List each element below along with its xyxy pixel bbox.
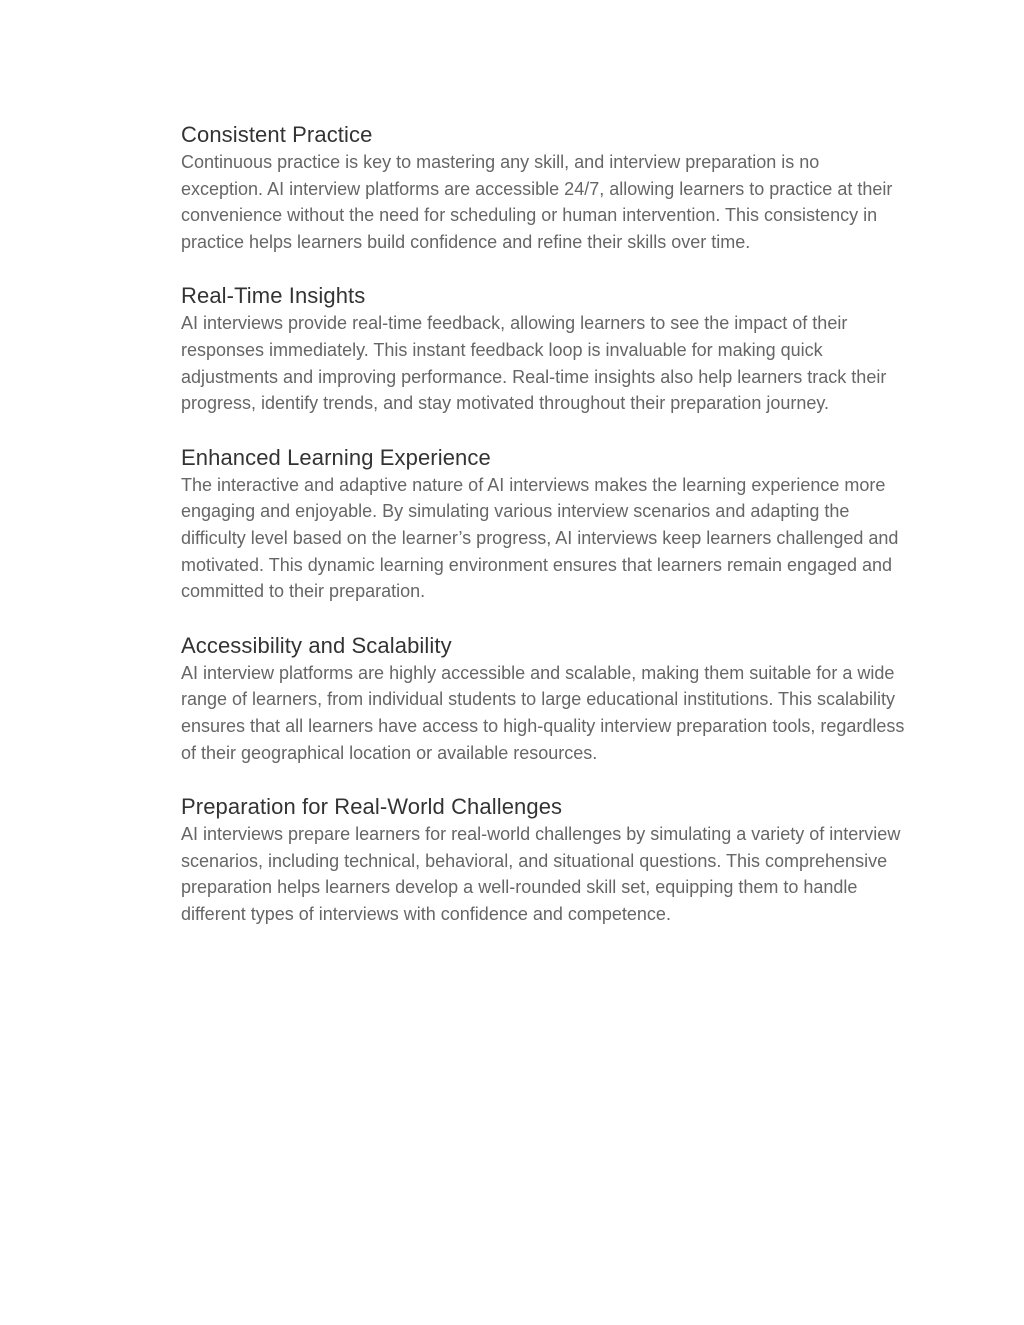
section-heading: Preparation for Real-World Challenges	[181, 794, 563, 820]
section-heading: Consistent Practice	[181, 122, 373, 147]
document-page	[181, 120, 906, 953]
section-preparation-for-real-world-challenges	[181, 792, 906, 927]
section-paragraph: AI interviews provide real-time feedback, allowing learners to see the impact of their responses immediately. This instant feedback loop is invaluable for making quick adjustments and improving performance. Real-time insights also help learners track their progress, identify trends, and stay motivated throughout their preparation journey.	[181, 313, 887, 414]
section-paragraph: The interactive and adaptive nature of AI interviews makes the learning experience more engaging and enjoyable. By simulating various interview scenarios and adapting the difficulty level based on the learner’s progress, AI interviews keep learners challenged and motivated. This dynamic learning environment ensures that learners remain engaged and committed to their preparation.	[181, 474, 899, 602]
section-heading: Enhanced Learning Experience	[181, 444, 491, 470]
section-enhanced-learning-experience	[181, 443, 906, 605]
section-heading: Accessibility and Scalability	[181, 632, 452, 658]
section-paragraph: AI interviews prepare learners for real-world challenges by simulating a variety of interview scenarios, including technical, behavioral, and situational questions. This comprehensive preparation helps learners develop a well-rounded skill set, equipping them to handle different types of interviews with confidence and competence.	[181, 824, 901, 924]
section-accessibility-and-scalability	[181, 631, 906, 766]
section-consistent-practice	[181, 120, 906, 255]
section-paragraph: Continuous practice is key to mastering any skill, and interview preparation is no exception. AI interview platforms are accessible 24/7, allowing learners to practice at their convenience without the need for scheduling or human intervention. This consistency in practice helps learners build confidence and refine their skills over time.	[181, 152, 893, 252]
section-heading: Real-Time Insights	[181, 283, 366, 309]
section-real-time-insights	[181, 281, 906, 416]
section-paragraph: AI interview platforms are highly accessible and scalable, making them suitable for a wide range of learners, from individual students to large educational institutions. This scalability ensures that all learners have access to high-quality interview preparation tools, regardless of their geographical location or available resources.	[181, 662, 905, 763]
